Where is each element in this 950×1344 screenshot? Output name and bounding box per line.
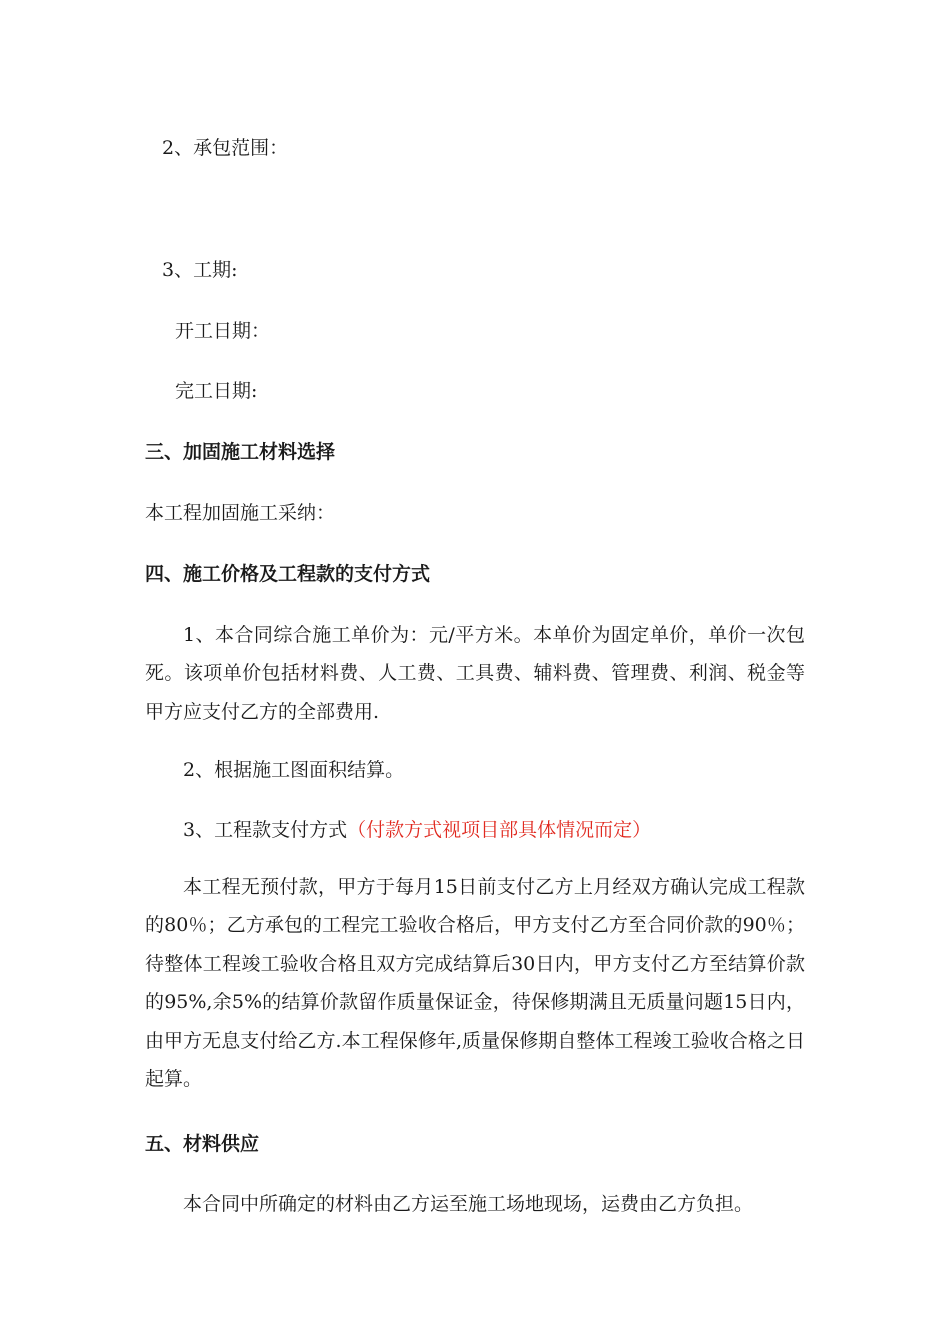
section5-text: 本合同中所确定的材料由乙方运至施工场地现场，运费由乙方负担。 (183, 1193, 754, 1215)
end-date-label: 完工日期: (175, 380, 258, 402)
start-date-label: 开工日期： (175, 320, 271, 342)
section4-item3 (183, 821, 651, 840)
payment-terms: 本工程无预付款，甲方于每月15日前支付乙方上月经双方确认完成工程款的80％；乙方承包的工程完工验收合格后，甲方支付乙方至合同价款的90％；待整体工程竣工验收合格且双方完成结算后30日内，甲方支付乙方至结算价款的95%,余5%的结算价款留作质量保证金，待保修期满且无质量问题15日内，由甲方无息支付给乙方.本工程保修年,质量保修期自整体工程竣工验收合格之日起算。 (145, 876, 805, 1091)
section3-text: 本工程加固施工采纳： (145, 502, 336, 524)
item3-label: 3、工程款支付方式 (183, 819, 348, 841)
item3-note: （付款方式视项目部具体情况而定） (347, 819, 652, 841)
scope-label: 2、承包范围： (162, 137, 289, 159)
section4-heading: 四、施工价格及工程款的支付方式 (145, 563, 431, 585)
section5-heading: 五、材料供应 (145, 1133, 260, 1155)
section3-heading: 三、加固施工材料选择 (145, 441, 336, 463)
period-label: 3、工期: (162, 259, 238, 281)
section4-item1: 1、本合同综合施工单价为：元/平方米。本单价为固定单价，单价一次包死。该项单价包括材料费、人工费、工具费、辅料费、管理费、利润、税金等甲方应支付乙方的全部费用. (145, 624, 805, 723)
section4-item2: 2、根据施工图面积结算。 (183, 759, 405, 781)
